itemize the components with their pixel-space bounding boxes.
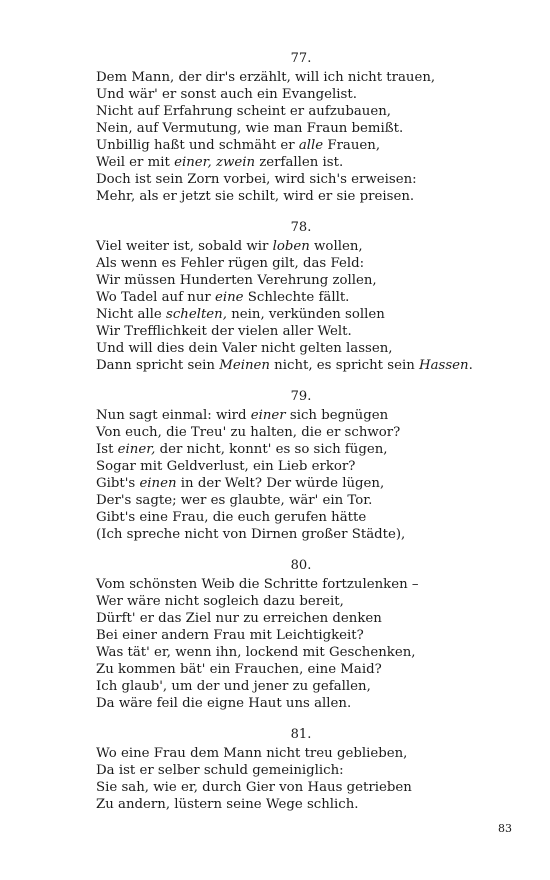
verse-line [96, 526, 405, 543]
verse-line [96, 441, 388, 458]
verse-text: Dann spricht sein [96, 358, 220, 373]
verse-line [96, 424, 400, 441]
verse-text: Dem Mann, der dir's erzählt, will ich nicht trauen, [96, 70, 436, 85]
verse-line [96, 576, 419, 593]
verse-text: Wer wäre nicht sogleich dazu bereit, [96, 594, 344, 609]
verse-text: der nicht, konnt' es so sich fügen, [155, 442, 388, 457]
verse-text: nicht, es spricht sein [269, 358, 419, 373]
italic-text: alle [298, 138, 324, 153]
verse-text: Ist [96, 442, 118, 457]
verse-line [96, 357, 473, 374]
verse-text: Dürft' er das Ziel nur zu erreichen denken [96, 611, 382, 626]
page-number: 83 [498, 822, 512, 835]
verse-text: Vom schönsten Weib die Schritte fortzulenken – [96, 577, 419, 592]
verse-line [96, 492, 372, 509]
verse-text: Bei einer andern Frau mit Leichtigkeit? [96, 628, 364, 643]
verse-line [96, 593, 344, 610]
verse-text: Nicht auf Erfahrung scheint er aufzubauen, [96, 104, 391, 119]
verse-text: Doch ist sein Zorn vorbei, wird sich's erweisen: [96, 172, 417, 187]
verse-text: sich begnügen [285, 408, 389, 423]
verse-line [96, 255, 364, 272]
verse-line [96, 154, 343, 171]
italic-text: einer, [117, 442, 156, 457]
verse-line [96, 779, 412, 796]
verse-text: Der's sagte; wer es glaubte, wär' ein Tor. [96, 493, 373, 508]
verse-text: Sogar mit Geldverlust, ein Lieb erkor? [96, 459, 356, 474]
verse-text: (Ich spreche nicht von Dirnen großer Städte), [96, 527, 406, 542]
verse-line [96, 762, 344, 779]
verse-text: Schlechte fällt. [243, 290, 350, 305]
verse-line [96, 407, 388, 424]
verse-line [96, 103, 391, 120]
italic-text: loben [272, 239, 310, 254]
verse-line [96, 171, 417, 188]
verse-text: Nein, auf Vermutung, wie man Fraun bemißt. [96, 121, 404, 136]
verse-text: Was tät' er, wenn ihn, lockend mit Geschenken, [96, 645, 416, 660]
verse-text: Zu kommen bät' ein Frauchen, eine Maid? [96, 662, 382, 677]
stanza-number: 80. [290, 558, 312, 573]
verse-text: Wo Tadel auf nur [96, 290, 215, 305]
verse-text: Als wenn es Fehler rügen gilt, das Feld: [96, 256, 365, 271]
verse-line [96, 458, 355, 475]
verse-line [96, 796, 359, 813]
verse-line [96, 69, 435, 86]
verse-text: nein, verkünden sollen [226, 307, 385, 322]
verse-text: Und will dies dein Valer nicht gelten lassen, [96, 341, 393, 356]
verse-line [96, 238, 363, 255]
verse-text: Ich glaub', um der und jener zu gefallen, [96, 679, 371, 694]
verse-text: Nicht alle [96, 307, 166, 322]
verse-line [96, 509, 366, 526]
verse-text: Da ist er selber schuld gemeiniglich: [96, 763, 344, 778]
verse-line [96, 188, 414, 205]
verse-line [96, 86, 357, 103]
stanza-number: 78. [290, 220, 312, 235]
stanza-number: 77. [290, 51, 312, 66]
verse-text: Nun sagt einmal: wird [96, 408, 251, 423]
verse-line [96, 272, 377, 289]
verse-text: Viel weiter ist, sobald wir [96, 239, 273, 254]
verse-line [96, 306, 385, 323]
verse-line [96, 475, 384, 492]
verse-text: Mehr, als er jetzt sie schilt, wird er sie preisen. [96, 189, 415, 204]
italic-text: einer [250, 408, 286, 423]
italic-text: einer, zwein [174, 155, 256, 170]
verse-text: Von euch, die Treu' zu halten, die er schwor? [96, 425, 401, 440]
verse-text: Gibt's eine Frau, die euch gerufen hätte [96, 510, 367, 525]
italic-text: Meinen [219, 358, 270, 373]
verse-line [96, 695, 351, 712]
italic-text: einen [139, 476, 177, 491]
italic-text: Hassen [419, 358, 469, 373]
verse-line [96, 610, 382, 627]
verse-line [96, 289, 349, 306]
italic-text: schelten, [166, 307, 227, 322]
stanza-number: 79. [290, 389, 312, 404]
verse-text: Unbillig haßt und schmäht er [96, 138, 299, 153]
stanza-number: 81. [290, 727, 312, 742]
verse-line [96, 137, 380, 154]
verse-text: Gibt's [96, 476, 140, 491]
verse-line [96, 340, 393, 357]
verse-line [96, 745, 407, 762]
verse-text: Wo eine Frau dem Mann nicht treu geblieben, [96, 746, 408, 761]
italic-text: eine [214, 290, 244, 305]
verse-line [96, 120, 403, 137]
verse-line [96, 661, 382, 678]
verse-text: Zu andern, lüstern seine Wege schlich. [96, 797, 359, 812]
verse-line [96, 644, 415, 661]
verse-text: Frauen, [323, 138, 381, 153]
verse-text: . [468, 358, 473, 373]
verse-text: Sie sah, wie er, durch Gier von Haus getrieben [96, 780, 412, 795]
verse-text: Wir müssen Hunderten Verehrung zollen, [96, 273, 377, 288]
verse-text: in der Welt? Der würde lügen, [176, 476, 385, 491]
verse-text: Da wäre feil die eigne Haut uns allen. [96, 696, 352, 711]
verse-text: Und wär' er sonst auch ein Evangelist. [96, 87, 357, 102]
verse-line [96, 678, 371, 695]
verse-text: Weil er mit [96, 155, 175, 170]
verse-line [96, 627, 364, 644]
verse-text: wollen, [309, 239, 363, 254]
verse-line [96, 323, 352, 340]
verse-text: Wir Trefflichkeit der vielen aller Welt. [96, 324, 352, 339]
verse-text: zerfallen ist. [255, 155, 344, 170]
